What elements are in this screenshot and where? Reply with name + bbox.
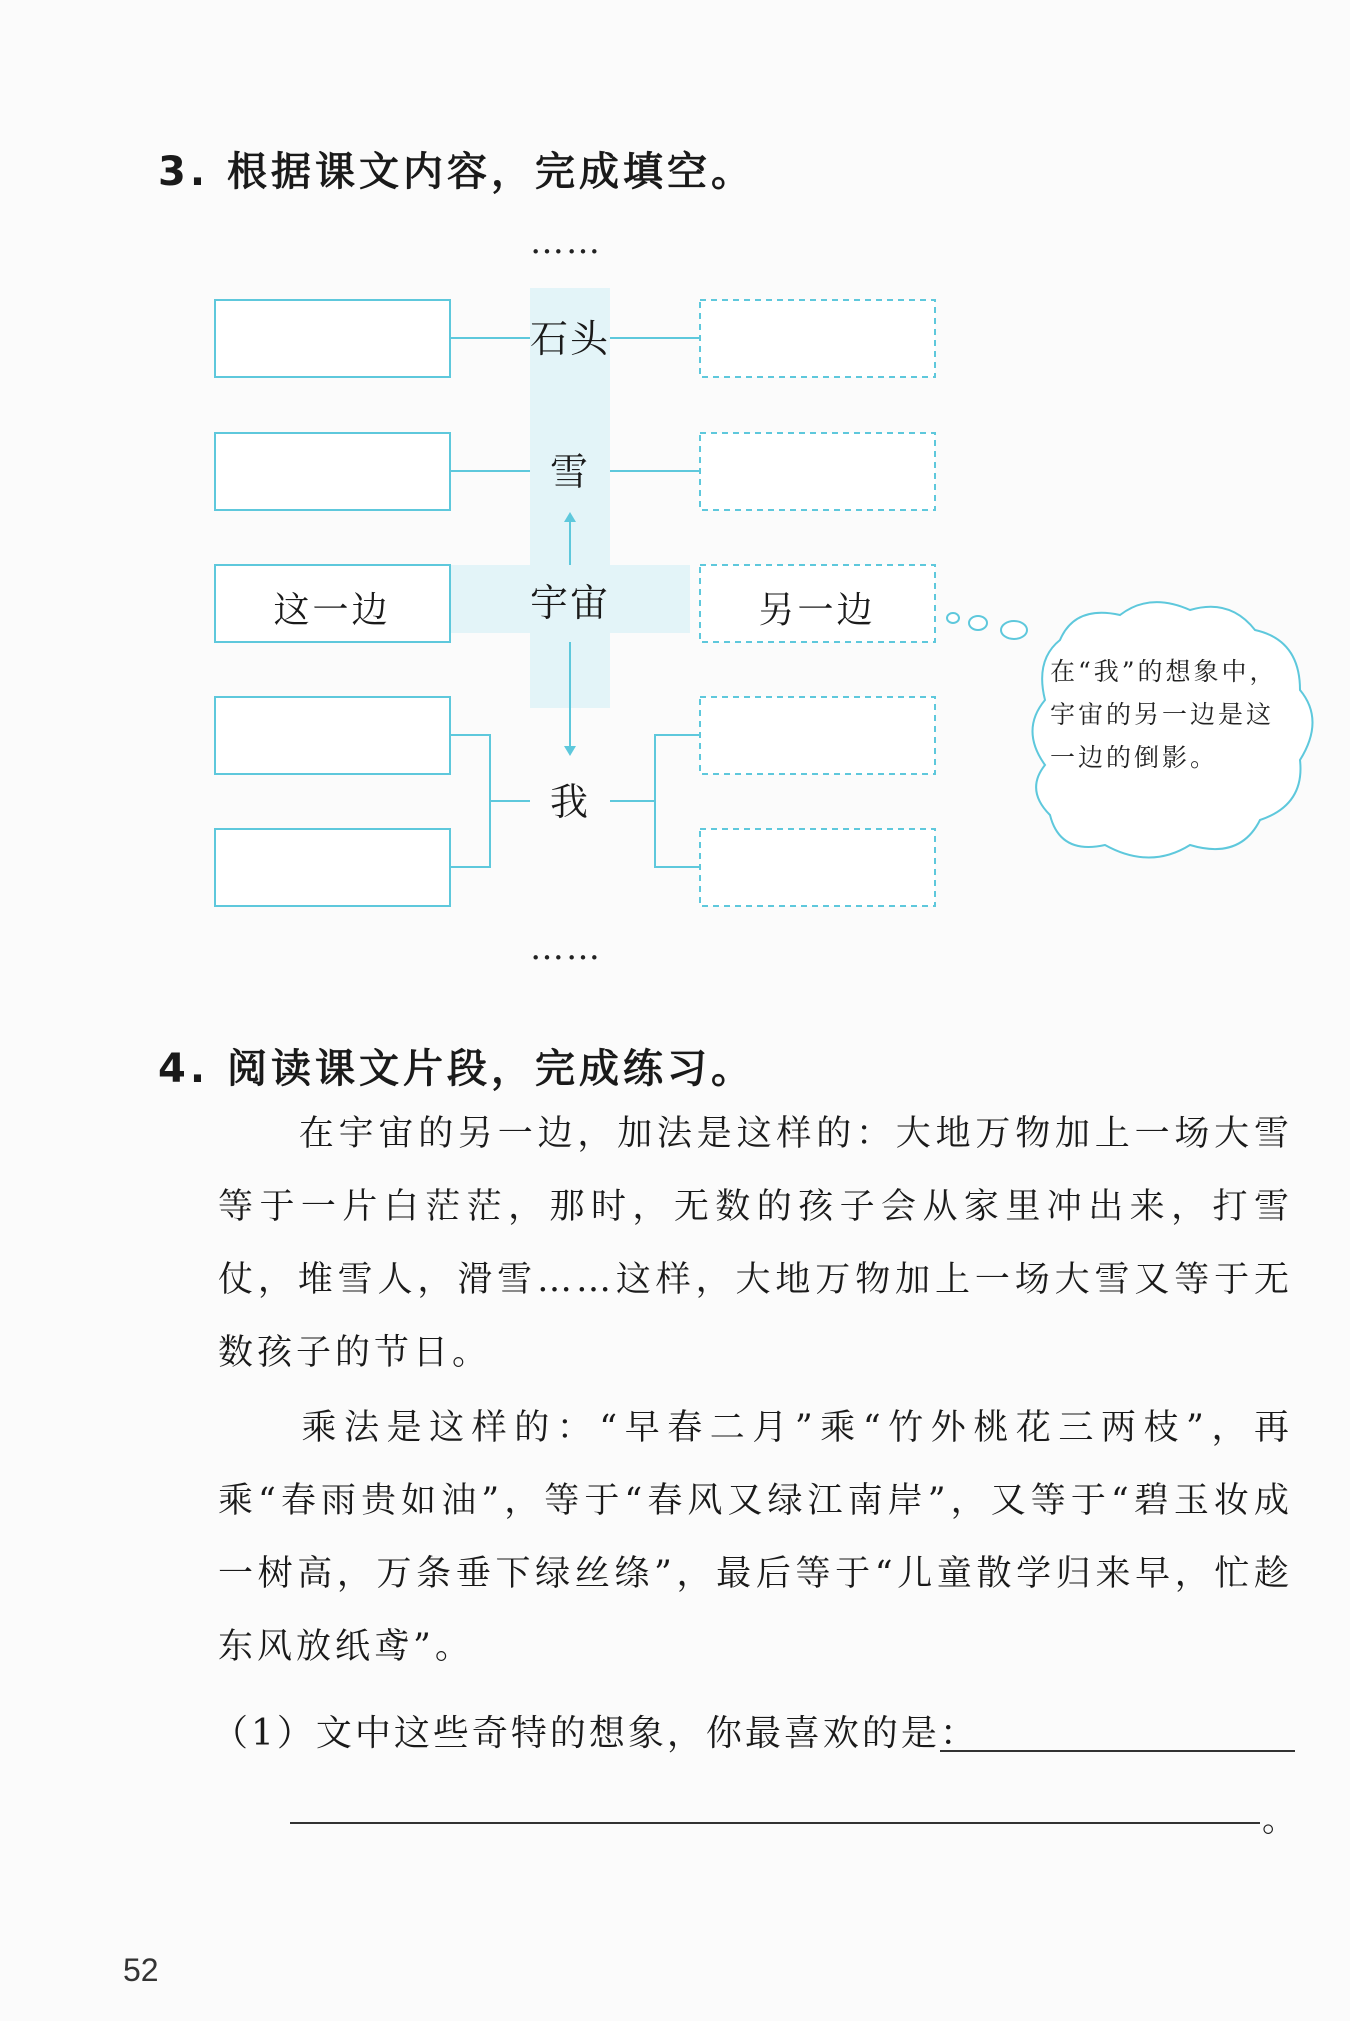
node-universe: 宇宙 <box>529 581 610 625</box>
section-4-heading: 4. 阅读课文片段，完成练习。 <box>158 1046 755 1092</box>
right-box-me-2[interactable] <box>700 829 935 906</box>
section-3-heading: 3. 根据课文内容，完成填空。 <box>158 149 755 195</box>
mind-map-diagram <box>0 0 1350 960</box>
question-1-end-period: 。 <box>1262 1800 1296 1840</box>
right-box-stone[interactable] <box>700 300 935 377</box>
paragraph-1-text: 在宇宙的另一边，加法是这样的：大地万物加上一场大雪等于一片白茫茫，那时，无数的孩子会从家里冲出来，打雪仗，堆雪人，滑雪……这样，大地万物加上一场大雪又等于无数孩子的节日。 <box>218 1114 1293 1373</box>
passage-paragraph-2 <box>218 1392 1293 1684</box>
left-box-me-2[interactable] <box>215 829 450 906</box>
bubble-text: 在“我”的想象中，宇宙的另一边是这一边的倒影。 <box>1050 657 1278 772</box>
other-side-label: 另一边 <box>758 590 876 631</box>
right-box-snow[interactable] <box>700 433 935 510</box>
left-box-stone[interactable] <box>215 300 450 377</box>
ellipsis-bottom: …… <box>530 928 602 968</box>
passage-paragraph-1 <box>218 1098 1293 1390</box>
ellipsis-top: …… <box>530 222 602 262</box>
right-box-me-1[interactable] <box>700 697 935 774</box>
node-stone: 石头 <box>529 317 610 361</box>
node-snow: 雪 <box>549 450 590 494</box>
left-box-snow[interactable] <box>215 433 450 510</box>
left-box-me-1[interactable] <box>215 697 450 774</box>
answer-line-2[interactable] <box>290 1822 1260 1824</box>
paragraph-2-text: 乘法是这样的：“早春二月”乘“竹外桃花三两枝”，再乘“春雨贵如油”，等于“春风又绿江南岸”，又等于“碧玉妆成一树高，万条垂下绿丝绦”，最后等于“儿童散学归来早，忙趁东风放纸鸢”。 <box>218 1408 1293 1667</box>
this-side-label: 这一边 <box>273 590 391 631</box>
page-number: 52 <box>123 1952 159 1988</box>
answer-line-1[interactable] <box>940 1750 1295 1752</box>
question-1: （1）文中这些奇特的想象，你最喜欢的是： <box>212 1713 979 1754</box>
node-me: 我 <box>549 780 590 824</box>
